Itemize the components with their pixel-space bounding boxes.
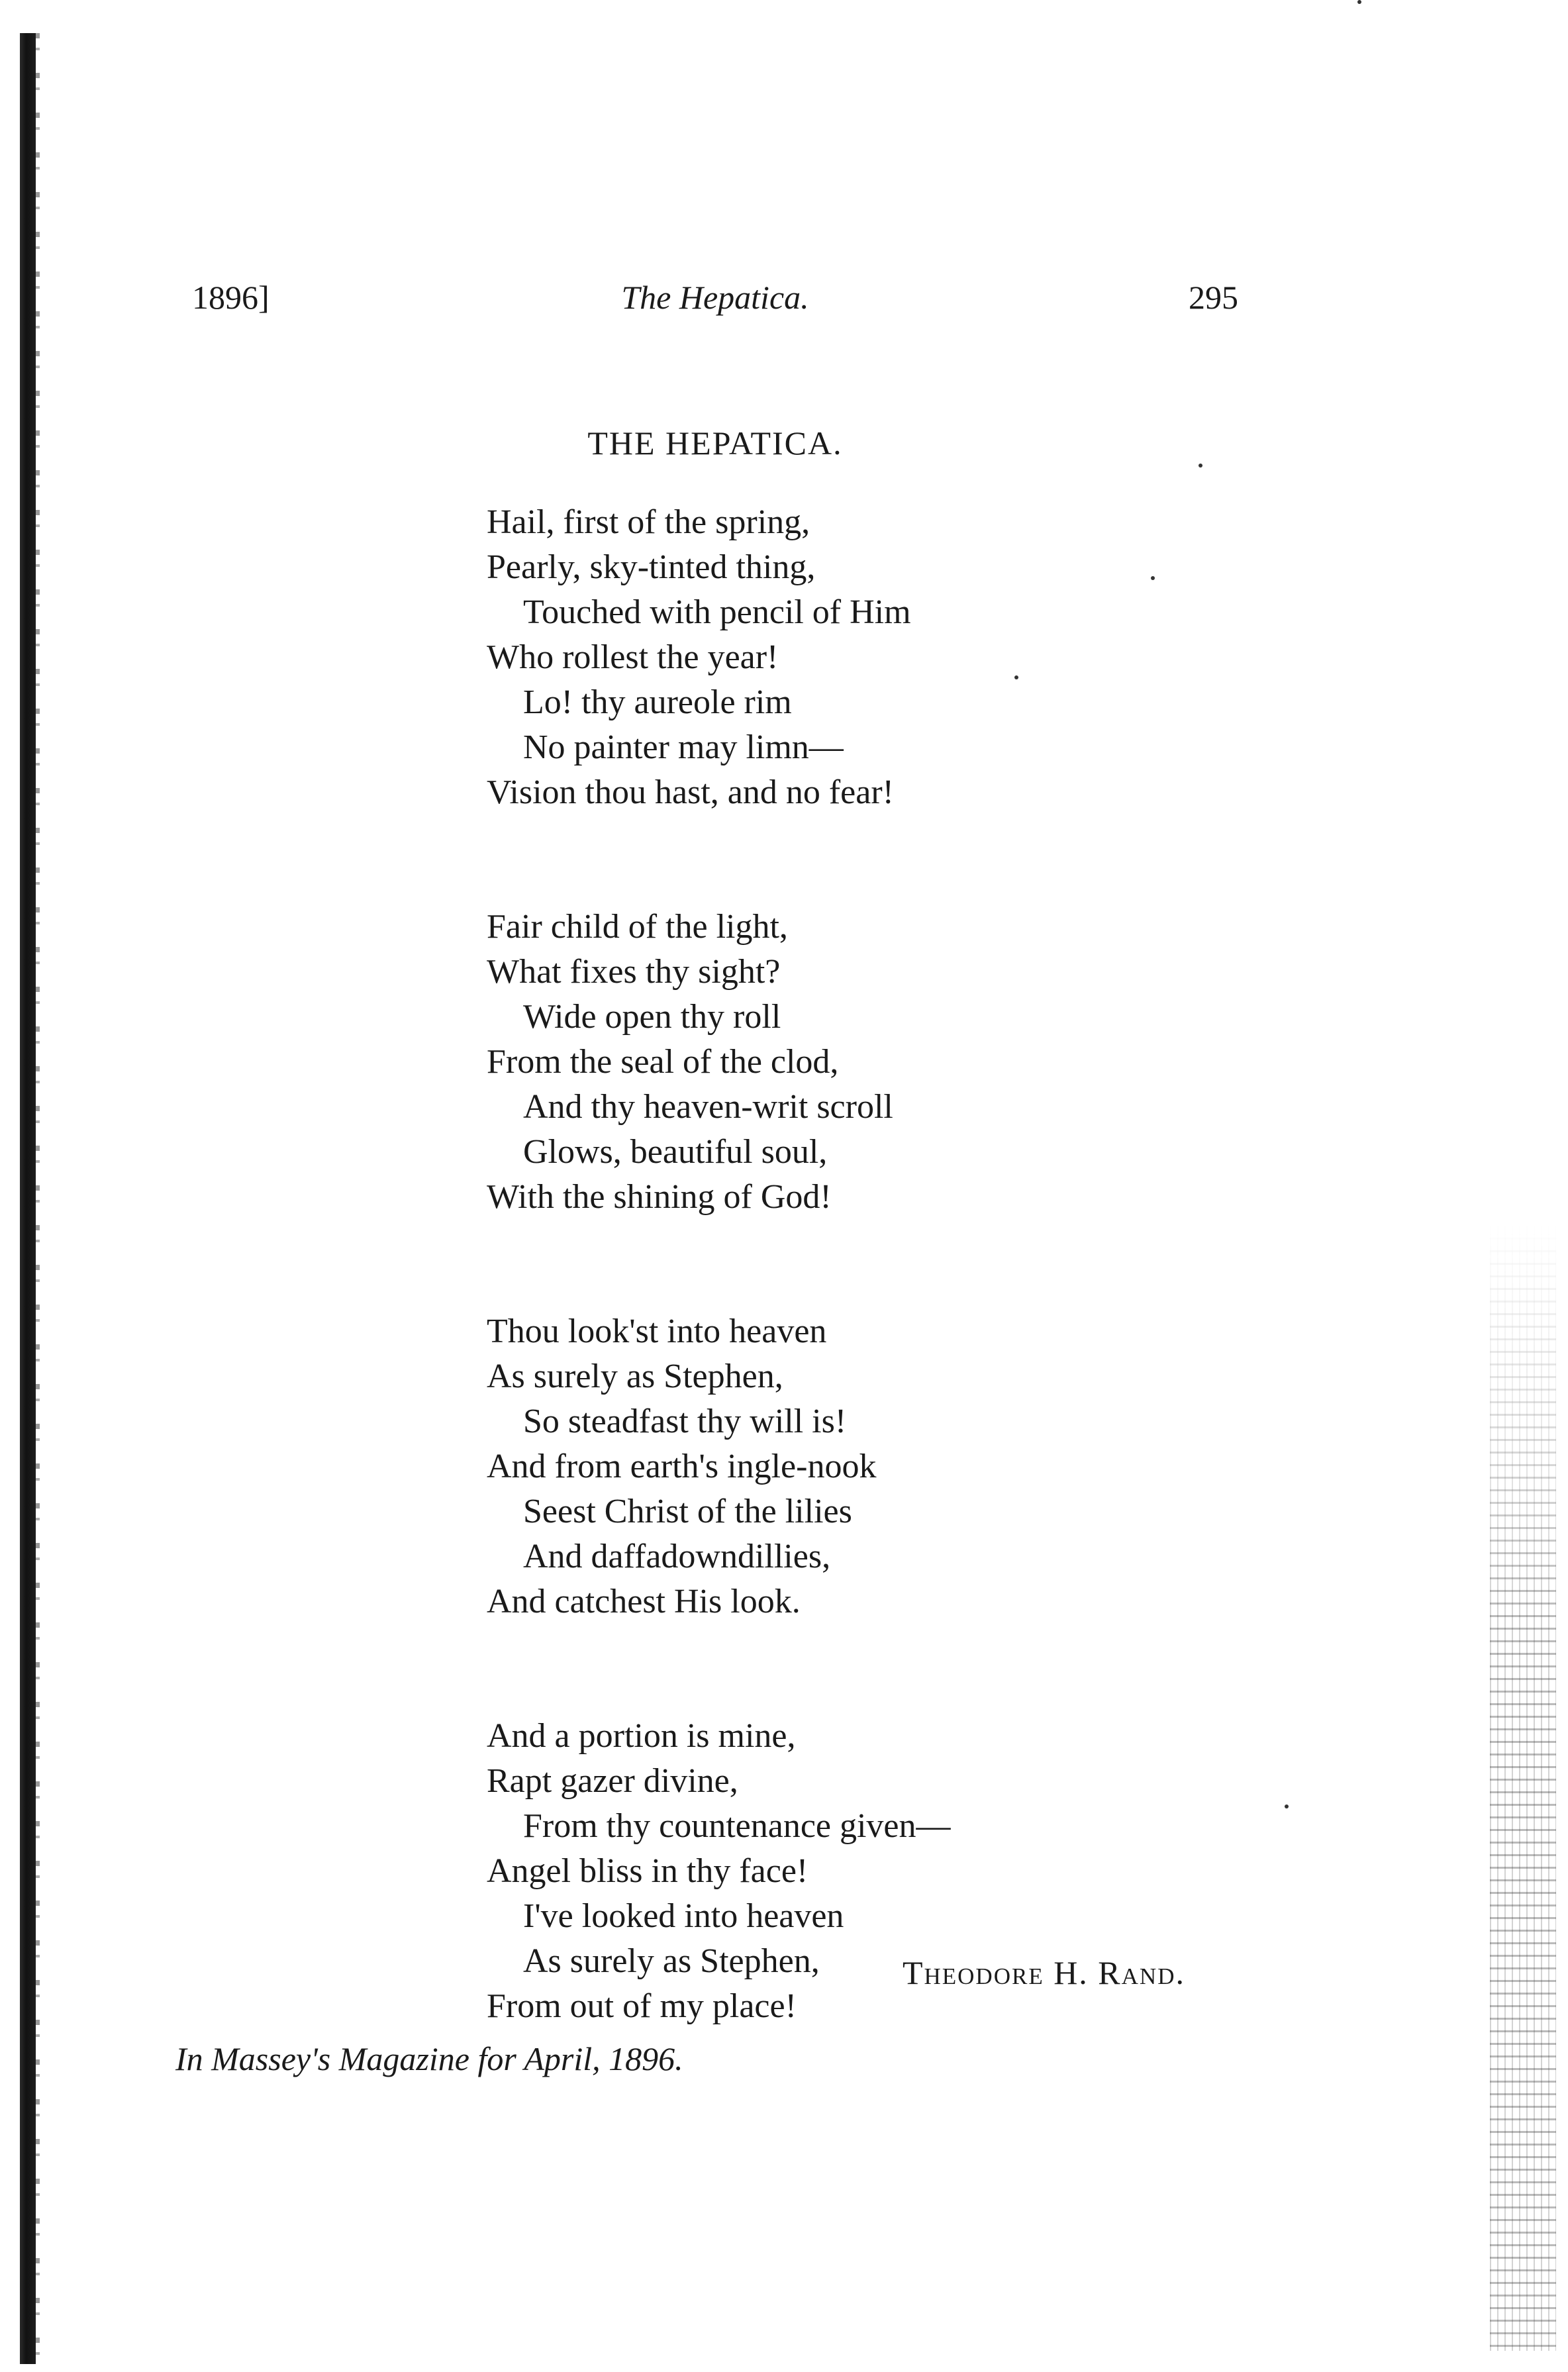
poem-line: And from earth's ingle-nook (487, 1448, 877, 1485)
stanza (487, 905, 1281, 1220)
source-note: In Massey's Magazine for April, 1896. (175, 2040, 683, 2077)
poem-title: THE HEPATICA. (587, 424, 843, 462)
speck (1285, 1804, 1289, 1808)
poem-line: From the seal of the clod, (487, 1043, 839, 1081)
running-head-title: The Hepatica. (621, 279, 809, 316)
poem-line: Who rollest the year! (487, 638, 779, 676)
poem-body (487, 500, 1281, 2118)
stanza (487, 1309, 1281, 1624)
poem-line: I've looked into heaven (523, 1897, 844, 1935)
poem-line: Angel bliss in thy face! (487, 1852, 808, 1890)
poem-line: Vision thou hast, and no fear! (487, 773, 894, 811)
poem-line: With the shining of God! (487, 1178, 832, 1216)
poem-line: Rapt gazer divine, (487, 1762, 738, 1800)
running-head-year: 1896] (192, 279, 270, 316)
poem-line: And thy heaven-writ scroll (523, 1088, 893, 1126)
poem-line: As surely as Stephen, (487, 1358, 783, 1395)
scan-noise (1490, 1225, 1556, 2351)
author-signature: Theodore H. Rand. (902, 1954, 1185, 1991)
poem-line: What fixes thy sight? (487, 953, 781, 991)
poem-line: Seest Christ of the lilies (523, 1493, 852, 1530)
binding-edge (20, 33, 36, 2364)
poem-line: Wide open thy roll (523, 998, 781, 1036)
poem-line: Thou look'st into heaven (487, 1312, 827, 1350)
poem-line: From thy countenance given— (523, 1807, 951, 1845)
poem-line: Pearly, sky-tinted thing, (487, 548, 816, 586)
poem-line: Touched with pencil of Him (523, 593, 911, 631)
poem-line: Glows, beautiful soul, (523, 1133, 828, 1171)
speck (1357, 0, 1361, 4)
poem-line: No painter may limn— (523, 728, 844, 766)
poem-line: As surely as Stephen, (523, 1942, 820, 1980)
page-number: 295 (1189, 279, 1238, 316)
poem-line: And daffadowndillies, (523, 1538, 831, 1575)
poem-line: Hail, first of the spring, (487, 503, 810, 541)
speck (1199, 464, 1202, 468)
poem-line: So steadfast thy will is! (523, 1403, 847, 1440)
poem-line: Fair child of the light, (487, 908, 788, 946)
stanza (487, 500, 1281, 815)
running-head (192, 278, 1238, 324)
poem-line: And catchest His look. (487, 1583, 801, 1620)
poem-line: And a portion is mine, (487, 1717, 796, 1755)
poem-line: Lo! thy aureole rim (523, 683, 792, 721)
poem-line: From out of my place! (487, 1987, 797, 2025)
